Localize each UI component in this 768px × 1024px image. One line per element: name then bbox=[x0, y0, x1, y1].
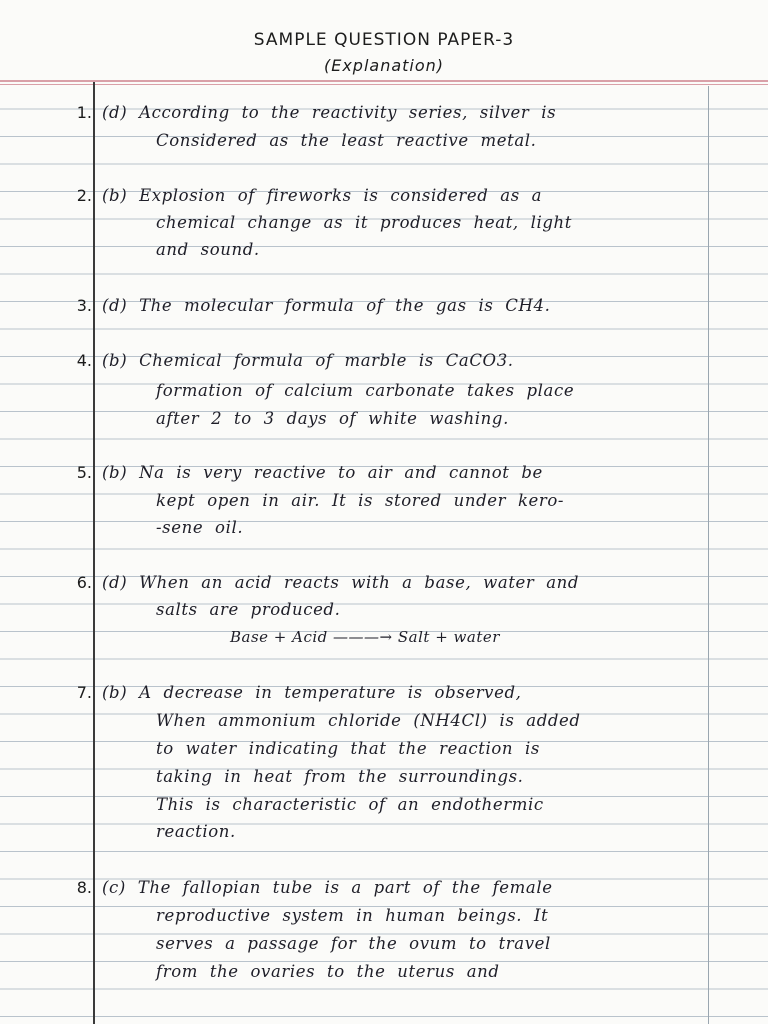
chemical-equation: Base + Acid ———→ Salt + water bbox=[230, 628, 500, 646]
answer-line: -sene oil. bbox=[156, 518, 244, 537]
answer-line: formation of calcium carbonate takes place bbox=[156, 381, 575, 400]
answer-line: (d) The molecular formula of the gas is CH4. bbox=[102, 296, 551, 315]
question-number: 8. bbox=[76, 878, 92, 897]
answer-line: and sound. bbox=[156, 240, 260, 259]
answer-line: chemical change as it produces heat, light bbox=[156, 213, 572, 232]
answer-line: (d) When an acid reacts with a base, water and bbox=[102, 573, 580, 592]
answer-line: serves a passage for the ovum to travel bbox=[156, 934, 551, 953]
answer-line: from the ovaries to the uterus and bbox=[156, 962, 500, 981]
answer-line: reproductive system in human beings. It bbox=[156, 906, 549, 925]
question-number: 7. bbox=[76, 683, 92, 702]
answer-line: to water indicating that the reaction is bbox=[156, 739, 540, 758]
answer-line: When ammonium chloride (NH4Cl) is added bbox=[156, 711, 581, 730]
question-number: 3. bbox=[76, 296, 92, 315]
question-number: 6. bbox=[76, 573, 92, 592]
answer-line: (b) A decrease in temperature is observed, bbox=[102, 683, 522, 702]
answer-line: Considered as the least reactive metal. bbox=[156, 131, 537, 150]
page-title: SAMPLE QUESTION PAPER-3 bbox=[253, 30, 515, 50]
page-subtitle: (Explanation) bbox=[323, 56, 445, 75]
left-margin-rule bbox=[93, 82, 95, 1024]
question-number: 2. bbox=[76, 186, 92, 205]
question-number: 5. bbox=[76, 463, 92, 482]
question-number: 4. bbox=[76, 351, 92, 370]
answer-line: This is characteristic of an endothermic bbox=[156, 795, 544, 814]
answer-line: (d) According to the reactivity series, silver is bbox=[102, 103, 557, 122]
answer-line: reaction. bbox=[156, 822, 236, 841]
answer-line: (b) Na is very reactive to air and cannot be bbox=[102, 463, 543, 482]
answer-line: kept open in air. It is stored under kero- bbox=[156, 491, 565, 510]
answer-line: taking in heat from the surroundings. bbox=[156, 767, 524, 786]
answer-line: after 2 to 3 days of white washing. bbox=[156, 409, 509, 428]
top-margin-rule bbox=[0, 80, 768, 82]
answer-line: (b) Chemical formula of marble is CaCO3. bbox=[102, 351, 514, 370]
question-number: 1. bbox=[76, 103, 92, 122]
top-margin-rule-secondary bbox=[0, 84, 768, 85]
answer-line: salts are produced. bbox=[156, 600, 341, 619]
answer-line: (b) Explosion of fireworks is considered as a bbox=[102, 186, 543, 205]
answer-line: (c) The fallopian tube is a part of the female bbox=[102, 878, 553, 897]
